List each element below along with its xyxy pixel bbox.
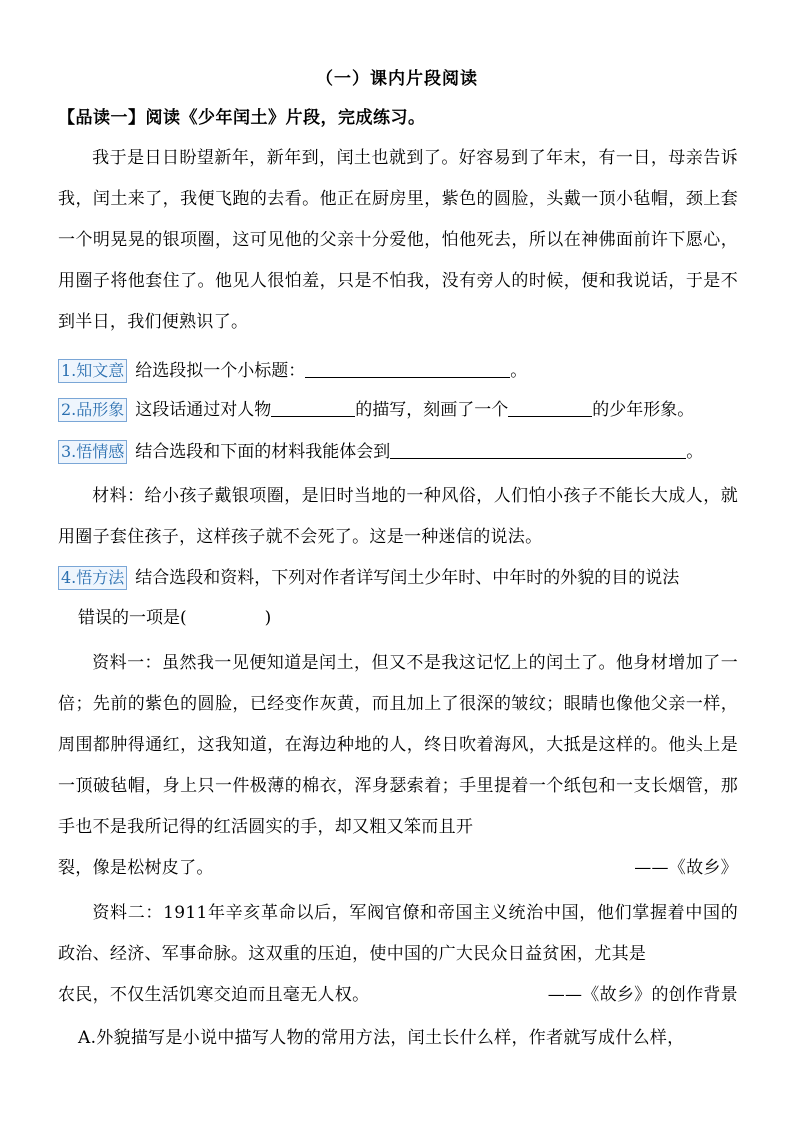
- question-2-text2: 的描写，刻画了一个: [355, 400, 509, 420]
- ziliao-2-last: 农民，不仅生活饥寒交迫而且毫无人权。: [58, 985, 370, 1005]
- material-text: 材料：给小孩子戴银项圈，是旧时当地的一种风俗，人们怕小孩子不能长大成人，就用圈子套住孩子，这样孩子就不会死了。这是一种迷信的说法。: [58, 486, 738, 547]
- question-3: [58, 438, 758, 466]
- question-1-end: 。: [510, 361, 528, 381]
- passage: [58, 138, 738, 343]
- ziliao-2-last-line: [58, 975, 738, 1016]
- question-3-blank[interactable]: [390, 440, 686, 459]
- material-block: [58, 476, 738, 558]
- question-4-tag: 4.悟方法: [58, 566, 127, 590]
- question-2-text1: 这段话通过对人物: [135, 400, 272, 420]
- question-1: [58, 357, 758, 385]
- option-a-text: A.外貌描写是小说中描写人物的常用方法，闰土长什么样，作者就写成什么样，: [78, 1028, 685, 1048]
- question-2-blank-1[interactable]: [271, 398, 355, 417]
- reading-instruction: 【品读一】阅读《少年闰土》片段，完成练习。: [58, 108, 426, 128]
- question-3-tag: 3.悟情感: [58, 440, 127, 464]
- question-4-line2: [78, 604, 778, 632]
- question-2: [58, 396, 758, 424]
- question-2-blank-2[interactable]: [508, 398, 592, 417]
- ziliao-1-text: 资料一：虽然我一见便知道是闰土，但又不是我这记忆上的闰土了。他身材增加了一倍；先前的紫色的圆脸，已经变作灰黄，而且加上了很深的皱纹；眼睛也像他父亲一样，周围都肿得通红，这我知道，在海边种地的人，终日吹着海风，大抵是这样的。他头上是一顶破毡帽，身上只一件极薄的棉衣，浑身瑟索着；手里提着一个纸包和一支长烟管，那手也不是我所记得的红活圆实的手，却又粗又笨而且开: [58, 653, 738, 837]
- question-2-tag: 2.品形象: [58, 398, 127, 422]
- ziliao-1-last-line: [58, 848, 738, 889]
- question-3-end: 。: [686, 442, 704, 462]
- question-3-text: 结合选段和下面的材料我能体会到: [135, 442, 391, 462]
- question-1-text: 给选段拟一个小标题：: [135, 361, 306, 381]
- ziliao-1: [58, 643, 738, 889]
- question-1-tag: 1.知文意: [58, 359, 127, 383]
- question-4-text: 结合选段和资料，下列对作者详写闰土少年时、中年时的外貌的目的说法: [135, 568, 680, 588]
- question-4-text2: 错误的一项是(: [78, 608, 187, 628]
- question-4: [58, 564, 758, 592]
- ziliao-2-source: ——《故乡》的创作背景: [547, 985, 738, 1005]
- option-a: [58, 1018, 738, 1059]
- ziliao-2-text: 资料二：1911年辛亥革命以后，军阀官僚和帝国主义统治中国，他们掌握着中国的政治、经济、军事命脉。这双重的压迫，使中国的广大民众日益贫困，尤其是: [58, 903, 738, 964]
- ziliao-1-last: 裂，像是松树皮了。: [58, 858, 214, 878]
- ziliao-1-source: ——《故乡》: [634, 858, 738, 878]
- section-title: （一）课内片段阅读: [316, 69, 478, 89]
- question-2-text3: 的少年形象。: [592, 400, 695, 420]
- ziliao-2: [58, 893, 738, 1016]
- question-4-end: ): [264, 608, 272, 628]
- question-1-blank[interactable]: [305, 359, 510, 378]
- passage-text: 我于是日日盼望新年，新年到，闰土也就到了。好容易到了年末，有一日，母亲告诉我，闰土来了，我便飞跑的去看。他正在厨房里，紫色的圆脸，头戴一顶小毡帽，颈上套一个明晃晃的银项圈，这可见他的父亲十分爱他，怕他死去，所以在神佛面前许下愿心，用圈子将他套住了。他见人很怕羞，只是不怕我，没有旁人的时候，便和我说话，于是不到半日，我们便熟识了。: [58, 148, 738, 332]
